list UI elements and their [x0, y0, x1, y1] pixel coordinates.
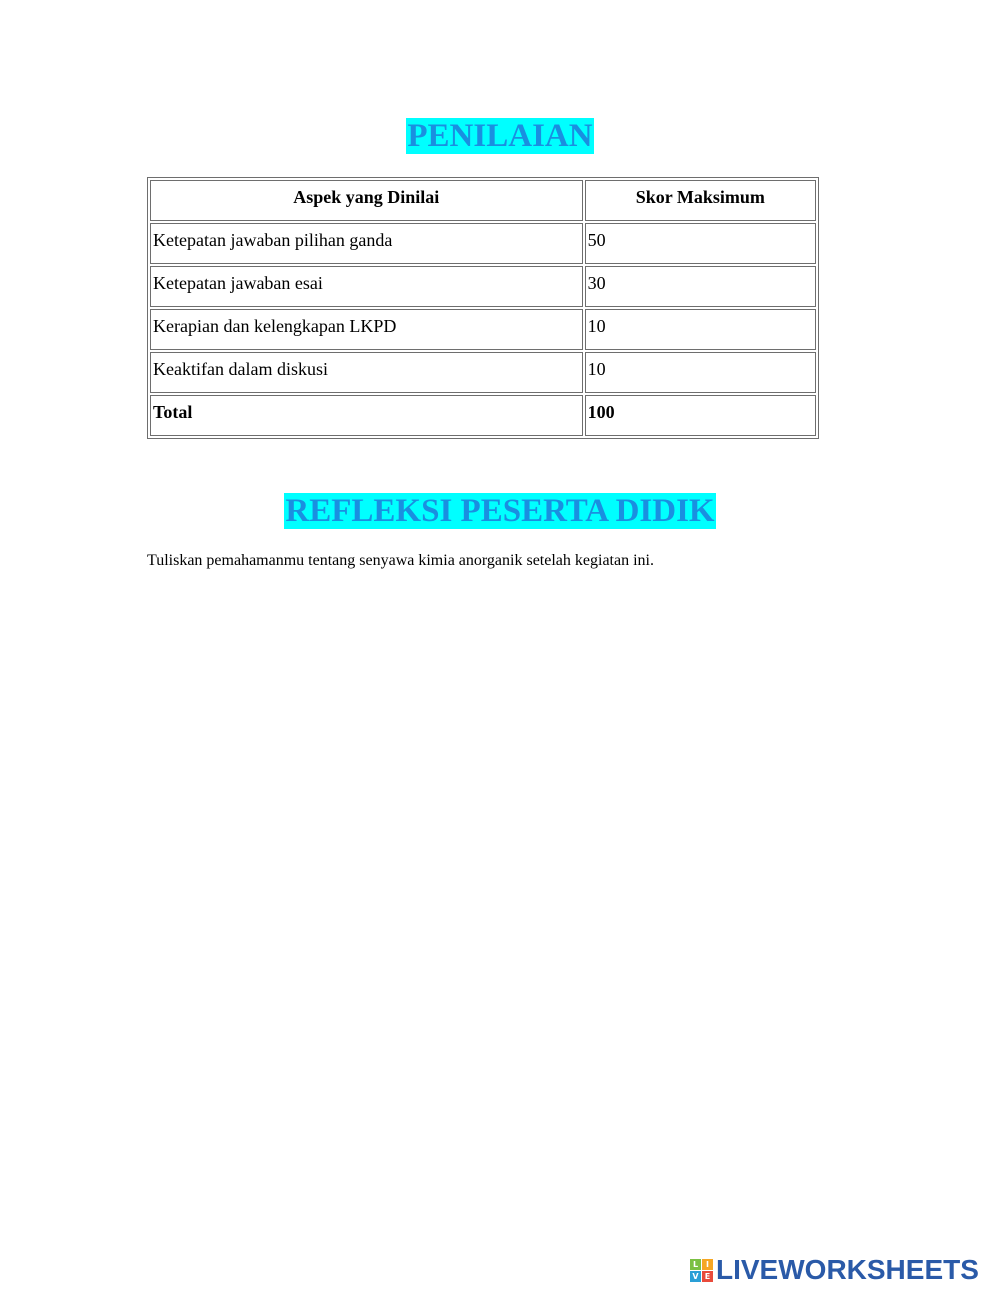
cell-aspek: Ketepatan jawaban pilihan ganda: [150, 223, 583, 264]
assessment-table: [147, 177, 819, 439]
cell-skor: 30: [585, 266, 816, 307]
total-skor: 100: [585, 395, 816, 436]
liveworksheets-logo-icon: [690, 1259, 713, 1282]
logo-letter-i: I: [702, 1259, 713, 1270]
refleksi-heading-text: REFLEKSI PESERTA DIDIK: [285, 493, 715, 529]
cell-skor: 10: [585, 352, 816, 393]
penilaian-heading-text: PENILAIAN: [407, 118, 593, 154]
refleksi-prompt: Tuliskan pemahamanmu tentang senyawa kimia anorganik setelah kegiatan ini.: [147, 552, 654, 569]
refleksi-heading: [0, 492, 1000, 530]
logo-letter-e: E: [702, 1271, 713, 1282]
cell-skor: 50: [585, 223, 816, 264]
table-header-row: [150, 180, 816, 221]
header-skor-maksimum: Skor Maksimum: [585, 180, 816, 221]
total-label: Total: [150, 395, 583, 436]
table-row: [150, 266, 816, 307]
table-row: [150, 309, 816, 350]
cell-aspek: Ketepatan jawaban esai: [150, 266, 583, 307]
table-row: [150, 352, 816, 393]
brand-name: LIVEWORKSHEETS: [716, 1254, 979, 1285]
cell-aspek: Keaktifan dalam diskusi: [150, 352, 583, 393]
table-row: [150, 223, 816, 264]
cell-skor: 10: [585, 309, 816, 350]
liveworksheets-brand: [690, 1255, 979, 1285]
table-total-row: [150, 395, 816, 436]
header-aspek: Aspek yang Dinilai: [150, 180, 583, 221]
cell-aspek: Kerapian dan kelengkapan LKPD: [150, 309, 583, 350]
logo-letter-v: V: [690, 1271, 701, 1282]
penilaian-heading: [0, 117, 1000, 155]
logo-letter-l: L: [690, 1259, 701, 1270]
